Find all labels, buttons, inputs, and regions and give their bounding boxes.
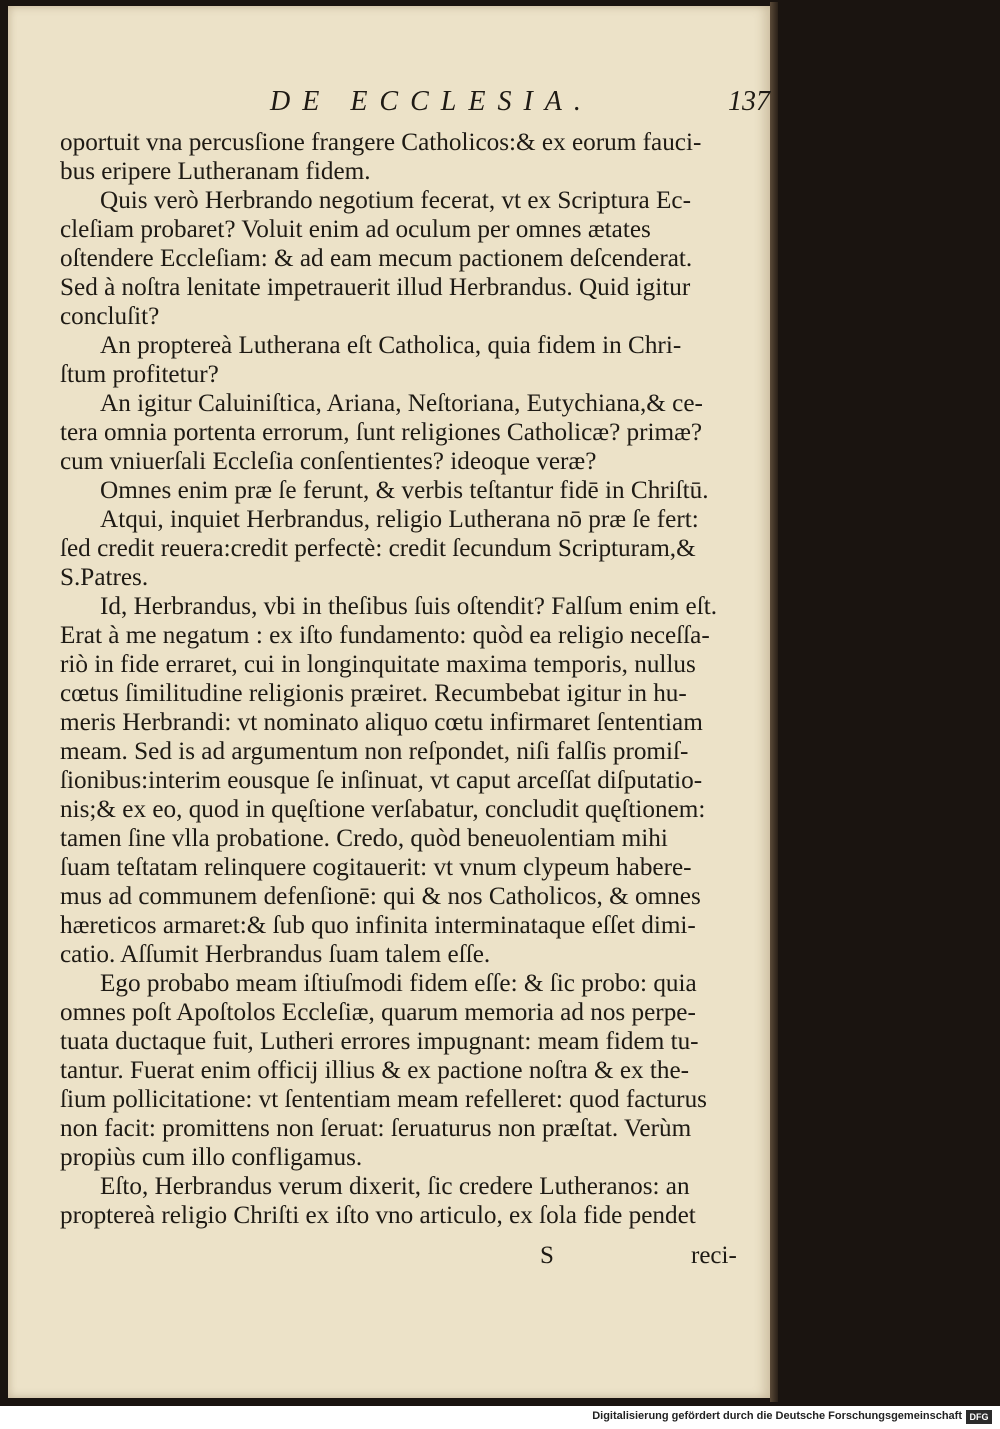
- text-line: concluſit?: [60, 303, 160, 330]
- text-line: Ego probabo meam iſtiuſmodi fidem eſſe: & ſic probo: quia: [100, 970, 697, 997]
- running-title: DE ECCLESIA.: [270, 86, 593, 117]
- text-line: Quis verò Herbrando negotium fecerat, vt ex Scriptura Ec-: [100, 187, 691, 214]
- text-line: catio. Aſſumit Herbrandus ſuam talem eſſe.: [60, 941, 491, 968]
- funding-credit: Digitalisierung gefördert durch die Deutsche Forschungsgemeinschaft: [592, 1410, 962, 1422]
- text-line: hæreticos armaret:& ſub quo infinita interminataque eſſet dimi-: [60, 912, 696, 939]
- dfg-logo-icon: DFG: [966, 1410, 992, 1424]
- signature-mark: S: [540, 1242, 554, 1269]
- page-header: [8, 86, 770, 126]
- text-line: oportuit vna percusſione frangere Catholicos:& ex eorum fauci-: [60, 129, 702, 156]
- text-line: ſuam teſtatam relinquere cogitauerit: vt vnum clypeum habere-: [60, 854, 692, 881]
- text-line: non facit: promittens non ſeruat: ſeruaturus non præſtat. Verùm: [60, 1115, 692, 1142]
- text-line: propiùs cum illo confligamus.: [60, 1144, 363, 1171]
- text-line: Id, Herbrandus, vbi in theſibus ſuis oſtendit? Falſum enim eſt.: [100, 593, 718, 620]
- body-text: [60, 128, 776, 1230]
- text-line: omnes poſt Apoſtolos Eccleſiæ, quarum memoria ad nos perpe-: [60, 999, 696, 1026]
- text-line: tuata ductaque fuit, Lutheri errores impugnant: meam fidem tu-: [60, 1028, 699, 1055]
- text-line: bus eripere Lutheranam fidem.: [60, 158, 371, 185]
- text-line: meam. Sed is ad argumentum non reſpondet, niſi falſis promiſ-: [60, 738, 689, 765]
- page-footer: [8, 1242, 770, 1274]
- text-line: ſionibus:interim eousque ſe inſinuat, vt caput arceſſat diſputatio-: [60, 767, 703, 794]
- text-line: tera omnia portenta errorum, ſunt religiones Catholicæ? primæ?: [60, 419, 703, 446]
- text-line: Atqui, inquiet Herbrandus, religio Lutherana nō præ ſe fert:: [100, 506, 699, 533]
- text-line: cleſiam probaret? Voluit enim ad oculum per omnes ætates: [60, 216, 651, 243]
- text-line: tantur. Fuerat enim officij illius & ex pactione noſtra & ex the-: [60, 1057, 690, 1084]
- text-line: meris Herbrandi: vt nominato aliquo cœtu infirmaret ſententiam: [60, 709, 703, 736]
- text-line: tamen ſine vlla probatione. Credo, quòd beneuolentiam mihi: [60, 825, 668, 852]
- text-line: S.Patres.: [60, 564, 149, 591]
- text-line: ſtum profitetur?: [60, 361, 219, 388]
- text-line: ſium pollicitatione: vt ſententiam meam refelleret: quod facturus: [60, 1086, 707, 1113]
- text-line: nis;& ex eo, quod in quęſtione verſabatur, concludit quęſtionem:: [60, 796, 706, 823]
- text-line: An igitur Caluiniſtica, Ariana, Neſtoriana, Eutychiana,& ce-: [100, 390, 703, 417]
- text-line: Omnes enim præ ſe ferunt, & verbis teſtantur fidē in Chriſtū.: [100, 477, 709, 504]
- text-line: An proptereà Lutherana eſt Catholica, quia fidem in Chri-: [100, 332, 682, 359]
- text-line: riò in fide erraret, cui in longinquitate maxima temporis, nullus: [60, 651, 696, 678]
- catchword: reci-: [691, 1242, 737, 1269]
- page-number: 137: [728, 86, 770, 117]
- text-line: mus ad communem defenſionē: qui & nos Catholicos, & omnes: [60, 883, 701, 910]
- text-line: Erat à me negatum : ex iſto fundamento: quòd ea religio neceſſa-: [60, 622, 710, 649]
- text-line: ſed credit reuera:credit perfectè: credit ſecundum Scripturam,&: [60, 535, 696, 562]
- text-line: cum vniuerſali Eccleſia conſentientes? ideoque veræ?: [60, 448, 597, 475]
- text-line: Eſto, Herbrandus verum dixerit, ſic credere Lutheranos: an: [100, 1173, 690, 1200]
- text-line: oſtendere Eccleſiam: & ad eam mecum pactionem deſcenderat.: [60, 245, 693, 272]
- text-line: proptereà religio Chriſti ex iſto vno articulo, ex ſola fide pendet: [60, 1202, 696, 1229]
- text-line: Sed à noſtra lenitate impetrauerit illud Herbrandus. Quid igitur: [60, 274, 691, 301]
- credit-bar: [0, 1406, 1000, 1429]
- text-line: cœtus ſimilitudine religionis præiret. Recumbebat igitur in hu-: [60, 680, 687, 707]
